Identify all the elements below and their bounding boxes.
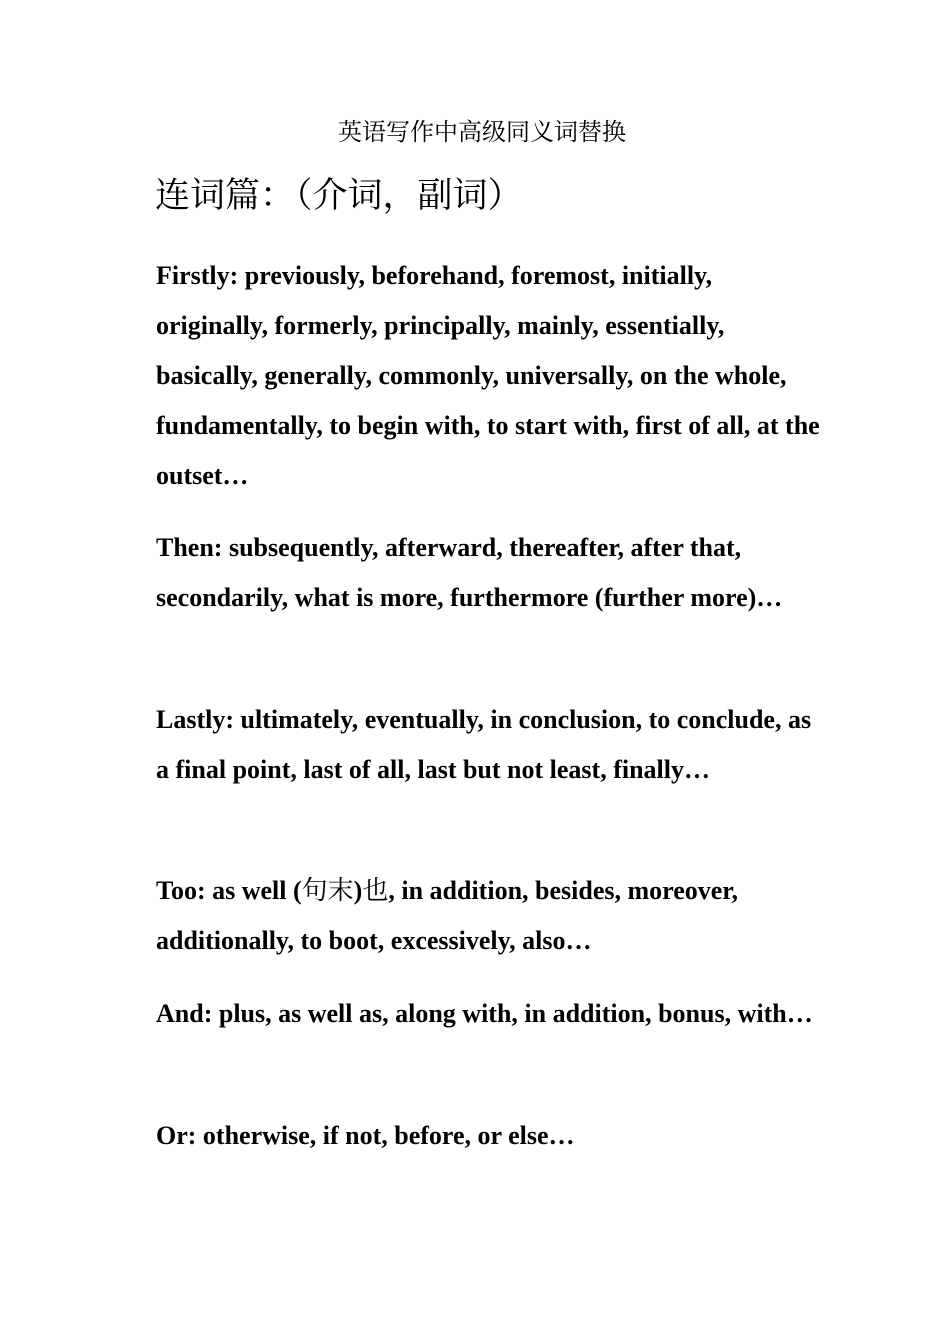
entry-and: And: plus, as well as, along with, in addition, bonus, with… <box>156 999 813 1028</box>
section-heading: 连词篇：（介词，副词） <box>155 176 523 215</box>
entry-or: Or: otherwise, if not, before, or else… <box>156 1121 575 1150</box>
document-title: 英语写作中高级同义词替换 <box>338 120 626 146</box>
entry-too-text-before: Too: as well ( <box>156 876 302 905</box>
entry-too-cjk-note: 句末 <box>301 876 354 905</box>
entry-too <box>156 866 821 966</box>
entry-then: Then: subsequently, afterward, thereafter, after that, secondarily, what is more, furthermore (further more)… <box>156 533 783 612</box>
entry-too-text-middle: ) <box>353 876 363 905</box>
entry-firstly: Firstly: previously, beforehand, foremost, initially, originally, formerly, principally, mainly, essentially, basically, generally, commonly, universally, on the whole, fundamentally, to begin with, to start with, first of all, at the outset… <box>156 261 820 490</box>
entry-lastly: Lastly: ultimately, eventually, in conclusion, to conclude, as a final point, last of all, last but not least, finally… <box>156 705 812 784</box>
entry-too-text-after: , in addition, besides, moreover, additionally, to boot, excessively, also… <box>156 876 738 955</box>
entry-too-cjk-meaning: 也 <box>362 876 389 905</box>
